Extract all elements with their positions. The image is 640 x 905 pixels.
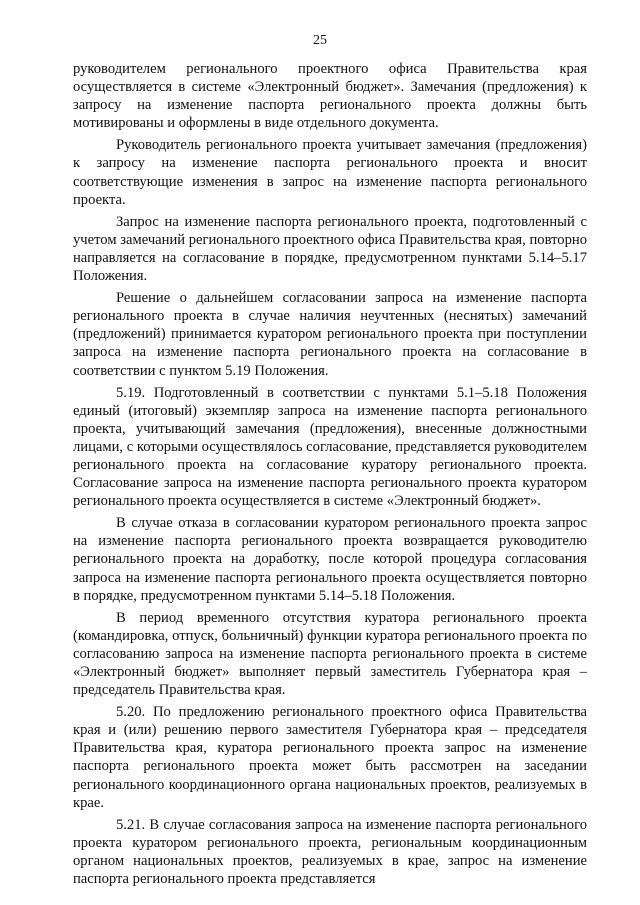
paragraph-repeat-approval: Запрос на изменение паспорта регионального проекта, подготовленный с учетом замечаний регионального проектного офиса Правительства края, повторно направляется на согласование в порядке, предусмотренном пунктами 5.14–5.17 Положения. — [73, 213, 587, 285]
document-body — [73, 60, 587, 892]
paragraph-refusal-case: В случае отказа в согласовании куратором регионального проекта запрос на изменение паспорта регионального проекта возвращается руководителю регионального проекта на доработку, после которой процедура согласования запроса на изменение паспорта регионального проекта осуществляется повторно в порядке, предусмотренном пунктами 5.14–5.18 Положения. — [73, 515, 587, 604]
page-number: 25 — [313, 33, 327, 48]
paragraph-5-21: 5.21. В случае согласования запроса на изменение паспорта регионального проекта куратором регионального проекта, региональным координационным органом национальных проектов, реализуемых в крае, запрос на изменение паспорта регионального проекта представляется — [73, 816, 587, 888]
paragraph-continuation: руководителем регионального проектного офиса Правительства края осуществляется в системе «Электронный бюджет». Замечания (предложения) к запросу на изменение паспорта регионального проекта должны быть мотивированы и оформлены в виде отдельного документа. — [73, 61, 587, 132]
paragraph-5-19: 5.19. Подготовленный в соответствии с пунктами 5.1–5.18 Положения единый (итоговый) экземпляр запроса на изменение паспорта регионального проекта, учитывающий замечания (предложения), внесенные должностными лицами, с которыми осуществлялось согласование, представляется руководителем регионального проекта на согласование куратору регионального проекта. Согласование запроса на изменение паспорта регионального проекта куратором регионального проекта осуществляется в системе «Электронный бюджет». — [73, 384, 587, 510]
paragraph-curator-absence: В период временного отсутствия куратора регионального проекта (командировка, отпуск, больничный) функции куратора регионального проекта по согласованию запроса на изменение паспорта регионального проекта в системе «Электронный бюджет» выполняет первый заместитель Губернатора края – председатель Правительства края. — [73, 609, 587, 699]
paragraph-remarks-handling: Руководитель регионального проекта учитывает замечания (предложения) к запросу на изменение паспорта регионального проекта и вносит соответствующие изменения в запрос на изменение паспорта регионального проекта. — [73, 137, 587, 208]
paragraph-5-20: 5.20. По предложению регионального проектного офиса Правительства края и (или) решению первого заместителя Губернатора края – председателя Правительства края, куратора регионального проекта запрос на изменение паспорта регионального проекта может быть рассмотрен на заседании регионального координационного органа национальных проектов, реализуемых в крае. — [73, 704, 587, 811]
paragraph-further-approval-decision: Решение о дальнейшем согласовании запроса на изменение паспорта регионального проекта в случае наличия неучтенных (неснятых) замечаний (предложений) принимается куратором регионального проекта при поступлении запроса на изменение паспорта регионального проекта на согласование в соответствии с пунктом 5.19 Положения. — [73, 290, 587, 379]
